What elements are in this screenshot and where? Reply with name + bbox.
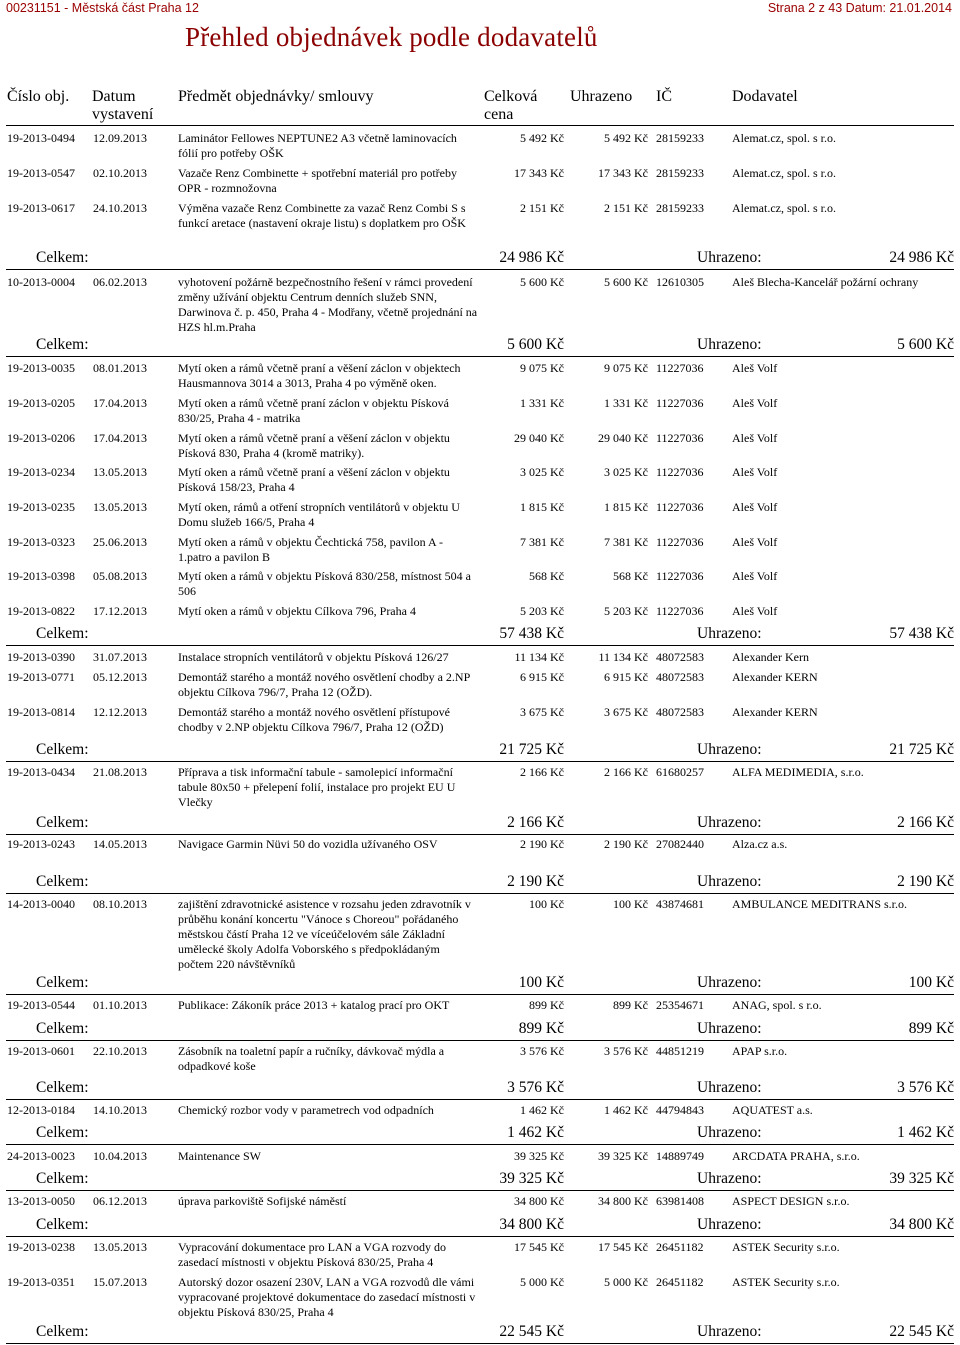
order-date: 01.10.2013	[93, 998, 147, 1012]
paid-label: Uhrazeno:	[697, 1020, 762, 1037]
order-date: 08.10.2013	[93, 897, 147, 911]
paid-label: Uhrazeno:	[697, 1323, 762, 1340]
order-subject: Maintenance SW	[178, 1149, 261, 1163]
order-date: 10.04.2013	[93, 1149, 147, 1163]
order-price: 5 600 Kč	[520, 275, 564, 289]
order-price: 9 075 Kč	[520, 361, 564, 375]
col-total: Celková cena	[484, 88, 538, 123]
supplier-name: Aleš Volf	[732, 535, 778, 549]
group-rule	[6, 356, 954, 357]
order-date: 12.09.2013	[93, 131, 147, 145]
paid-label: Uhrazeno:	[697, 974, 762, 991]
total-amount: 1 462 Kč	[507, 1124, 564, 1141]
total-amount: 22 545 Kč	[499, 1323, 564, 1340]
order-subject: Publikace: Zákoník práce 2013 + katalog prací pro OKT	[178, 998, 450, 1012]
order-subject: Mytí oken a rámů v objektu Písková 830/258, místnost 504 a 506	[178, 569, 471, 598]
order-paid: 1 815 Kč	[604, 500, 648, 514]
paid-label: Uhrazeno:	[697, 741, 762, 758]
order-no: 19-2013-0234	[7, 465, 75, 479]
supplier-ic: 43874681	[656, 897, 704, 911]
order-no: 13-2013-0050	[7, 1194, 75, 1208]
total-label: Celkem:	[36, 625, 89, 642]
order-paid: 2 190 Kč	[604, 837, 648, 851]
supplier-name: ASTEK Security s.r.o.	[732, 1240, 840, 1254]
supplier-name: Alemat.cz, spol. s r.o.	[732, 166, 836, 180]
paid-amount: 100 Kč	[908, 974, 954, 991]
order-price: 899 Kč	[529, 998, 564, 1012]
supplier-name: ALFA MEDIMEDIA, s.r.o.	[732, 765, 864, 779]
order-no: 19-2013-0434	[7, 765, 75, 779]
paid-amount: 39 325 Kč	[889, 1170, 954, 1187]
order-subject: Demontáž starého a montáž nového osvětlení chodby a 2.NP objektu Cílkova 796/7, Praha 12 (OŽD).	[178, 670, 470, 699]
paid-amount: 34 800 Kč	[889, 1216, 954, 1233]
order-no: 14-2013-0040	[7, 897, 75, 911]
order-paid: 568 Kč	[613, 569, 648, 583]
total-label: Celkem:	[36, 1216, 89, 1233]
order-subject: Vazače Renz Combinette + spotřební materiál pro potřeby OPR - rozmnožovna	[178, 166, 458, 195]
order-date: 12.12.2013	[93, 705, 147, 719]
order-paid: 5 492 Kč	[604, 131, 648, 145]
order-subject: Autorský dozor osazení 230V, LAN a VGA rozvodů dle vámi vypracované projektové dokumentace do zasedací místnosti v objektu Písková 830/25, Praha 4	[178, 1275, 476, 1319]
order-price: 5 492 Kč	[520, 131, 564, 145]
col-order-no: Číslo obj.	[7, 88, 70, 105]
order-price: 39 325 Kč	[514, 1149, 564, 1163]
supplier-ic: 44794843	[656, 1103, 704, 1117]
order-subject: Mytí oken a rámů včetně praní záclon v objektu Písková 830/25, Praha 4 - matrika	[178, 396, 449, 425]
supplier-name: Alemat.cz, spol. s r.o.	[732, 201, 836, 215]
order-paid: 1 462 Kč	[604, 1103, 648, 1117]
order-paid: 899 Kč	[613, 998, 648, 1012]
total-label: Celkem:	[36, 336, 89, 353]
order-paid: 6 915 Kč	[604, 670, 648, 684]
order-subject: Instalace stropních ventilátorů v objektu Písková 126/27	[178, 650, 449, 664]
supplier-name: Aleš Volf	[732, 500, 778, 514]
supplier-ic: 11227036	[656, 465, 704, 479]
supplier-ic: 14889749	[656, 1149, 704, 1163]
order-no: 12-2013-0184	[7, 1103, 75, 1117]
order-subject: Navigace Garmin Nüvi 50 do vozidla užívaného OSV	[178, 837, 438, 851]
paid-amount: 24 986 Kč	[889, 249, 954, 266]
order-price: 2 151 Kč	[520, 201, 564, 215]
order-date: 05.12.2013	[93, 670, 147, 684]
total-label: Celkem:	[36, 974, 89, 991]
order-no: 19-2013-0547	[7, 166, 75, 180]
paid-amount: 5 600 Kč	[897, 336, 954, 353]
header-org: 00231151 - Městská část Praha 12	[6, 1, 199, 15]
supplier-name: AQUATEST a.s.	[732, 1103, 813, 1117]
supplier-name: AMBULANCE MEDITRANS s.r.o.	[732, 897, 908, 911]
order-paid: 5 000 Kč	[604, 1275, 648, 1289]
order-no: 19-2013-0238	[7, 1240, 75, 1254]
order-price: 568 Kč	[529, 569, 564, 583]
order-price: 17 343 Kč	[514, 166, 564, 180]
order-subject: Demontáž starého a montáž nového osvětlení přístupové chodby v 2.NP objektu Cílkova 796/7, Praha 12 (OŽD)	[178, 705, 450, 734]
order-subject: Vypracování dokumentace pro LAN a VGA rozvody do zasedací místnosti v objektu Písková 830/25, Praha 4	[178, 1240, 447, 1269]
group-rule	[6, 1236, 954, 1237]
order-paid: 11 134 Kč	[598, 650, 648, 664]
supplier-name: Aleš Volf	[732, 569, 778, 583]
order-no: 19-2013-0494	[7, 131, 75, 145]
order-paid: 39 325 Kč	[598, 1149, 648, 1163]
order-price: 17 545 Kč	[514, 1240, 564, 1254]
header-page-date: Strana 2 z 43 Datum: 21.01.2014	[767, 1, 952, 15]
supplier-ic: 48072583	[656, 650, 704, 664]
paid-label: Uhrazeno:	[697, 336, 762, 353]
order-no: 19-2013-0544	[7, 998, 75, 1012]
order-paid: 3 675 Kč	[604, 705, 648, 719]
order-no: 19-2013-0398	[7, 569, 75, 583]
total-amount: 899 Kč	[518, 1020, 564, 1037]
paid-label: Uhrazeno:	[697, 873, 762, 890]
order-date: 14.10.2013	[93, 1103, 147, 1117]
supplier-name: ARCDATA PRAHA, s.r.o.	[732, 1149, 860, 1163]
supplier-ic: 28159233	[656, 131, 704, 145]
order-date: 13.05.2013	[93, 500, 147, 514]
group-rule	[6, 893, 954, 894]
paid-amount: 57 438 Kč	[889, 625, 954, 642]
order-date: 13.05.2013	[93, 465, 147, 479]
supplier-ic: 25354671	[656, 998, 704, 1012]
total-amount: 24 986 Kč	[499, 249, 564, 266]
paid-label: Uhrazeno:	[697, 814, 762, 831]
total-amount: 3 576 Kč	[507, 1079, 564, 1096]
paid-label: Uhrazeno:	[697, 1079, 762, 1096]
supplier-name: APAP s.r.o.	[732, 1044, 788, 1058]
supplier-name: ASPECT DESIGN s.r.o.	[732, 1194, 850, 1208]
order-date: 17.12.2013	[93, 604, 147, 618]
supplier-ic: 11227036	[656, 535, 704, 549]
order-date: 14.05.2013	[93, 837, 147, 851]
order-paid: 5 600 Kč	[604, 275, 648, 289]
total-label: Celkem:	[36, 1323, 89, 1340]
col-paid: Uhrazeno	[570, 88, 633, 105]
order-paid: 9 075 Kč	[604, 361, 648, 375]
order-price: 1 462 Kč	[520, 1103, 564, 1117]
order-price: 1 331 Kč	[520, 396, 564, 410]
supplier-name: Alza.cz a.s.	[732, 837, 788, 851]
supplier-name: Alexander KERN	[732, 670, 818, 684]
paid-label: Uhrazeno:	[697, 625, 762, 642]
total-label: Celkem:	[36, 741, 89, 758]
order-date: 08.01.2013	[93, 361, 147, 375]
supplier-name: ASTEK Security s.r.o.	[732, 1275, 840, 1289]
order-no: 19-2013-0243	[7, 837, 75, 851]
order-no: 19-2013-0822	[7, 604, 75, 618]
order-no: 19-2013-0617	[7, 201, 75, 215]
supplier-name: Aleš Volf	[732, 604, 778, 618]
order-date: 05.08.2013	[93, 569, 147, 583]
group-rule	[6, 1144, 954, 1145]
order-no: 19-2013-0771	[7, 670, 75, 684]
order-date: 02.10.2013	[93, 166, 147, 180]
supplier-ic: 48072583	[656, 670, 704, 684]
supplier-ic: 44851219	[656, 1044, 704, 1058]
order-price: 7 381 Kč	[520, 535, 564, 549]
order-no: 19-2013-0601	[7, 1044, 75, 1058]
paid-amount: 899 Kč	[908, 1020, 954, 1037]
order-subject: vyhotovení požárně bezpečnostního řešení v rámci provedení změny užívání objektu Centrum denních služeb SNN, Darwinova č. p. 450, Praha 4 - Modřany, včetně projednání na HZS hl.m.Praha	[178, 275, 478, 334]
order-no: 10-2013-0004	[7, 275, 75, 289]
total-label: Celkem:	[36, 1170, 89, 1187]
order-date: 24.10.2013	[93, 201, 147, 215]
order-date: 17.04.2013	[93, 396, 147, 410]
total-label: Celkem:	[36, 814, 89, 831]
order-paid: 7 381 Kč	[604, 535, 648, 549]
group-rule	[6, 1099, 954, 1100]
paid-amount: 3 576 Kč	[897, 1079, 954, 1096]
supplier-ic: 26451182	[656, 1240, 704, 1254]
order-paid: 34 800 Kč	[598, 1194, 648, 1208]
group-rule	[6, 1040, 954, 1041]
paid-amount: 22 545 Kč	[889, 1323, 954, 1340]
paid-label: Uhrazeno:	[697, 1216, 762, 1233]
order-price: 1 815 Kč	[520, 500, 564, 514]
supplier-ic: 11227036	[656, 396, 704, 410]
order-subject: Mytí oken a rámů včetně praní a věšení záclon v objektech Hausmannova 3014 a 3013, Praha 4 po výměně oken.	[178, 361, 461, 390]
total-label: Celkem:	[36, 1124, 89, 1141]
supplier-ic: 63981408	[656, 1194, 704, 1208]
supplier-name: Aleš Blecha-Kancelář požární ochrany	[732, 275, 919, 289]
supplier-name: Aleš Volf	[732, 396, 778, 410]
col-date: Datum vystavení	[92, 88, 154, 123]
supplier-ic: 28159233	[656, 166, 704, 180]
order-paid: 5 203 Kč	[604, 604, 648, 618]
supplier-name: Alemat.cz, spol. s r.o.	[732, 131, 836, 145]
order-subject: Chemický rozbor vody v parametrech vod odpadních	[178, 1103, 434, 1117]
total-amount: 5 600 Kč	[507, 336, 564, 353]
order-no: 19-2013-0814	[7, 705, 75, 719]
order-no: 19-2013-0390	[7, 650, 75, 664]
order-price: 2 166 Kč	[520, 765, 564, 779]
group-rule	[6, 1343, 954, 1344]
order-no: 19-2013-0206	[7, 431, 75, 445]
group-rule	[6, 761, 954, 762]
paid-label: Uhrazeno:	[697, 1170, 762, 1187]
total-amount: 100 Kč	[518, 974, 564, 991]
order-price: 3 576 Kč	[520, 1044, 564, 1058]
order-date: 31.07.2013	[93, 650, 147, 664]
order-date: 17.04.2013	[93, 431, 147, 445]
supplier-name: Alexander KERN	[732, 705, 818, 719]
supplier-name: ANAG, spol. s r.o.	[732, 998, 822, 1012]
order-price: 11 134 Kč	[514, 650, 564, 664]
order-subject: Mytí oken a rámů včetně praní a věšení záclon v objektu Písková 158/23, Praha 4	[178, 465, 450, 494]
paid-label: Uhrazeno:	[697, 249, 762, 266]
order-price: 2 190 Kč	[520, 837, 564, 851]
col-supplier: Dodavatel	[732, 88, 798, 105]
order-subject: Mytí oken a rámů včetně praní a věšení záclon v objektu Písková 830, Praha 4 (kromě matriky).	[178, 431, 450, 460]
order-no: 19-2013-0351	[7, 1275, 75, 1289]
supplier-ic: 26451182	[656, 1275, 704, 1289]
group-rule	[6, 269, 954, 270]
order-price: 5 203 Kč	[520, 604, 564, 618]
order-price: 3 025 Kč	[520, 465, 564, 479]
header-rule	[6, 125, 954, 126]
order-date: 22.10.2013	[93, 1044, 147, 1058]
order-paid: 2 151 Kč	[604, 201, 648, 215]
order-date: 13.05.2013	[93, 1240, 147, 1254]
supplier-ic: 27082440	[656, 837, 704, 851]
col-ic: IČ	[656, 88, 672, 105]
order-paid: 2 166 Kč	[604, 765, 648, 779]
group-rule	[6, 645, 954, 646]
order-date: 15.07.2013	[93, 1275, 147, 1289]
order-paid: 3 025 Kč	[604, 465, 648, 479]
order-price: 29 040 Kč	[514, 431, 564, 445]
total-label: Celkem:	[36, 1020, 89, 1037]
total-amount: 2 166 Kč	[507, 814, 564, 831]
supplier-ic: 11227036	[656, 500, 704, 514]
supplier-name: Aleš Volf	[732, 431, 778, 445]
order-price: 100 Kč	[529, 897, 564, 911]
order-date: 21.08.2013	[93, 765, 147, 779]
total-label: Celkem:	[36, 249, 89, 266]
total-label: Celkem:	[36, 1079, 89, 1096]
paid-amount: 2 190 Kč	[897, 873, 954, 890]
order-date: 06.02.2013	[93, 275, 147, 289]
page-title: Přehled objednávek podle dodavatelů	[185, 22, 598, 52]
order-subject: Mytí oken, rámů a otření stropních ventilátorů v objektu U Domu služeb 166/5, Praha 4	[178, 500, 460, 529]
supplier-ic: 11227036	[656, 431, 704, 445]
order-no: 19-2013-0205	[7, 396, 75, 410]
supplier-ic: 48072583	[656, 705, 704, 719]
order-date: 06.12.2013	[93, 1194, 147, 1208]
order-subject: úprava parkoviště Sofijské náměstí	[178, 1194, 347, 1208]
total-amount: 2 190 Kč	[507, 873, 564, 890]
order-subject: Mytí oken a rámů v objektu Čechtická 758, pavilon A - 1.patro a pavilon B	[178, 535, 443, 564]
supplier-ic: 11227036	[656, 569, 704, 583]
order-subject: Laminátor Fellowes NEPTUNE2 A3 včetně laminovacích fólií pro potřeby OŠK	[178, 131, 457, 160]
supplier-ic: 12610305	[656, 275, 704, 289]
total-amount: 39 325 Kč	[499, 1170, 564, 1187]
supplier-name: Aleš Volf	[732, 465, 778, 479]
supplier-name: Aleš Volf	[732, 361, 778, 375]
order-date: 25.06.2013	[93, 535, 147, 549]
order-price: 6 915 Kč	[520, 670, 564, 684]
order-paid: 100 Kč	[613, 897, 648, 911]
group-rule	[6, 834, 954, 835]
col-subject: Předmět objednávky/ smlouvy	[178, 88, 374, 105]
order-subject: Mytí oken a rámů v objektu Cílkova 796, Praha 4	[178, 604, 416, 618]
paid-amount: 2 166 Kč	[897, 814, 954, 831]
order-paid: 17 545 Kč	[598, 1240, 648, 1254]
total-amount: 21 725 Kč	[499, 741, 564, 758]
total-amount: 57 438 Kč	[499, 625, 564, 642]
order-price: 3 675 Kč	[520, 705, 564, 719]
total-amount: 34 800 Kč	[499, 1216, 564, 1233]
order-price: 34 800 Kč	[514, 1194, 564, 1208]
order-paid: 1 331 Kč	[604, 396, 648, 410]
group-rule	[6, 994, 954, 995]
supplier-name: Alexander Kern	[732, 650, 809, 664]
order-paid: 3 576 Kč	[604, 1044, 648, 1058]
order-subject: Výměna vazače Renz Combinette za vazač Renz Combi S s funkcí aretace (nastavení okraje listu) s doplatkem pro OŠK	[178, 201, 466, 230]
order-no: 19-2013-0235	[7, 500, 75, 514]
paid-label: Uhrazeno:	[697, 1124, 762, 1141]
group-rule	[6, 1190, 954, 1191]
paid-amount: 1 462 Kč	[897, 1124, 954, 1141]
order-no: 19-2013-0323	[7, 535, 75, 549]
order-price: 5 000 Kč	[520, 1275, 564, 1289]
order-no: 24-2013-0023	[7, 1149, 75, 1163]
order-paid: 17 343 Kč	[598, 166, 648, 180]
paid-amount: 21 725 Kč	[889, 741, 954, 758]
total-label: Celkem:	[36, 873, 89, 890]
supplier-ic: 11227036	[656, 604, 704, 618]
order-subject: Zásobník na toaletní papír a ručníky, dávkovač mýdla a odpadkové koše	[178, 1044, 445, 1073]
order-subject: zajištění zdravotnické asistence v rozsahu jeden zdravotník v průběhu konání koncertu "Vánoce s Choreou" pořádaného městskou částí Praha 12 ve víceúčelovém sále Základní umělecké školy Adolfa Voborského s předpokládaným počtem 220 návštěvníků	[178, 897, 471, 971]
supplier-ic: 61680257	[656, 765, 704, 779]
order-subject: Příprava a tisk informační tabule - samolepicí informační tabule 80x50 + přelepení folií, instalace pro projekt EU U Vlečky	[178, 765, 456, 809]
supplier-ic: 11227036	[656, 361, 704, 375]
order-no: 19-2013-0035	[7, 361, 75, 375]
supplier-ic: 28159233	[656, 201, 704, 215]
order-paid: 29 040 Kč	[598, 431, 648, 445]
